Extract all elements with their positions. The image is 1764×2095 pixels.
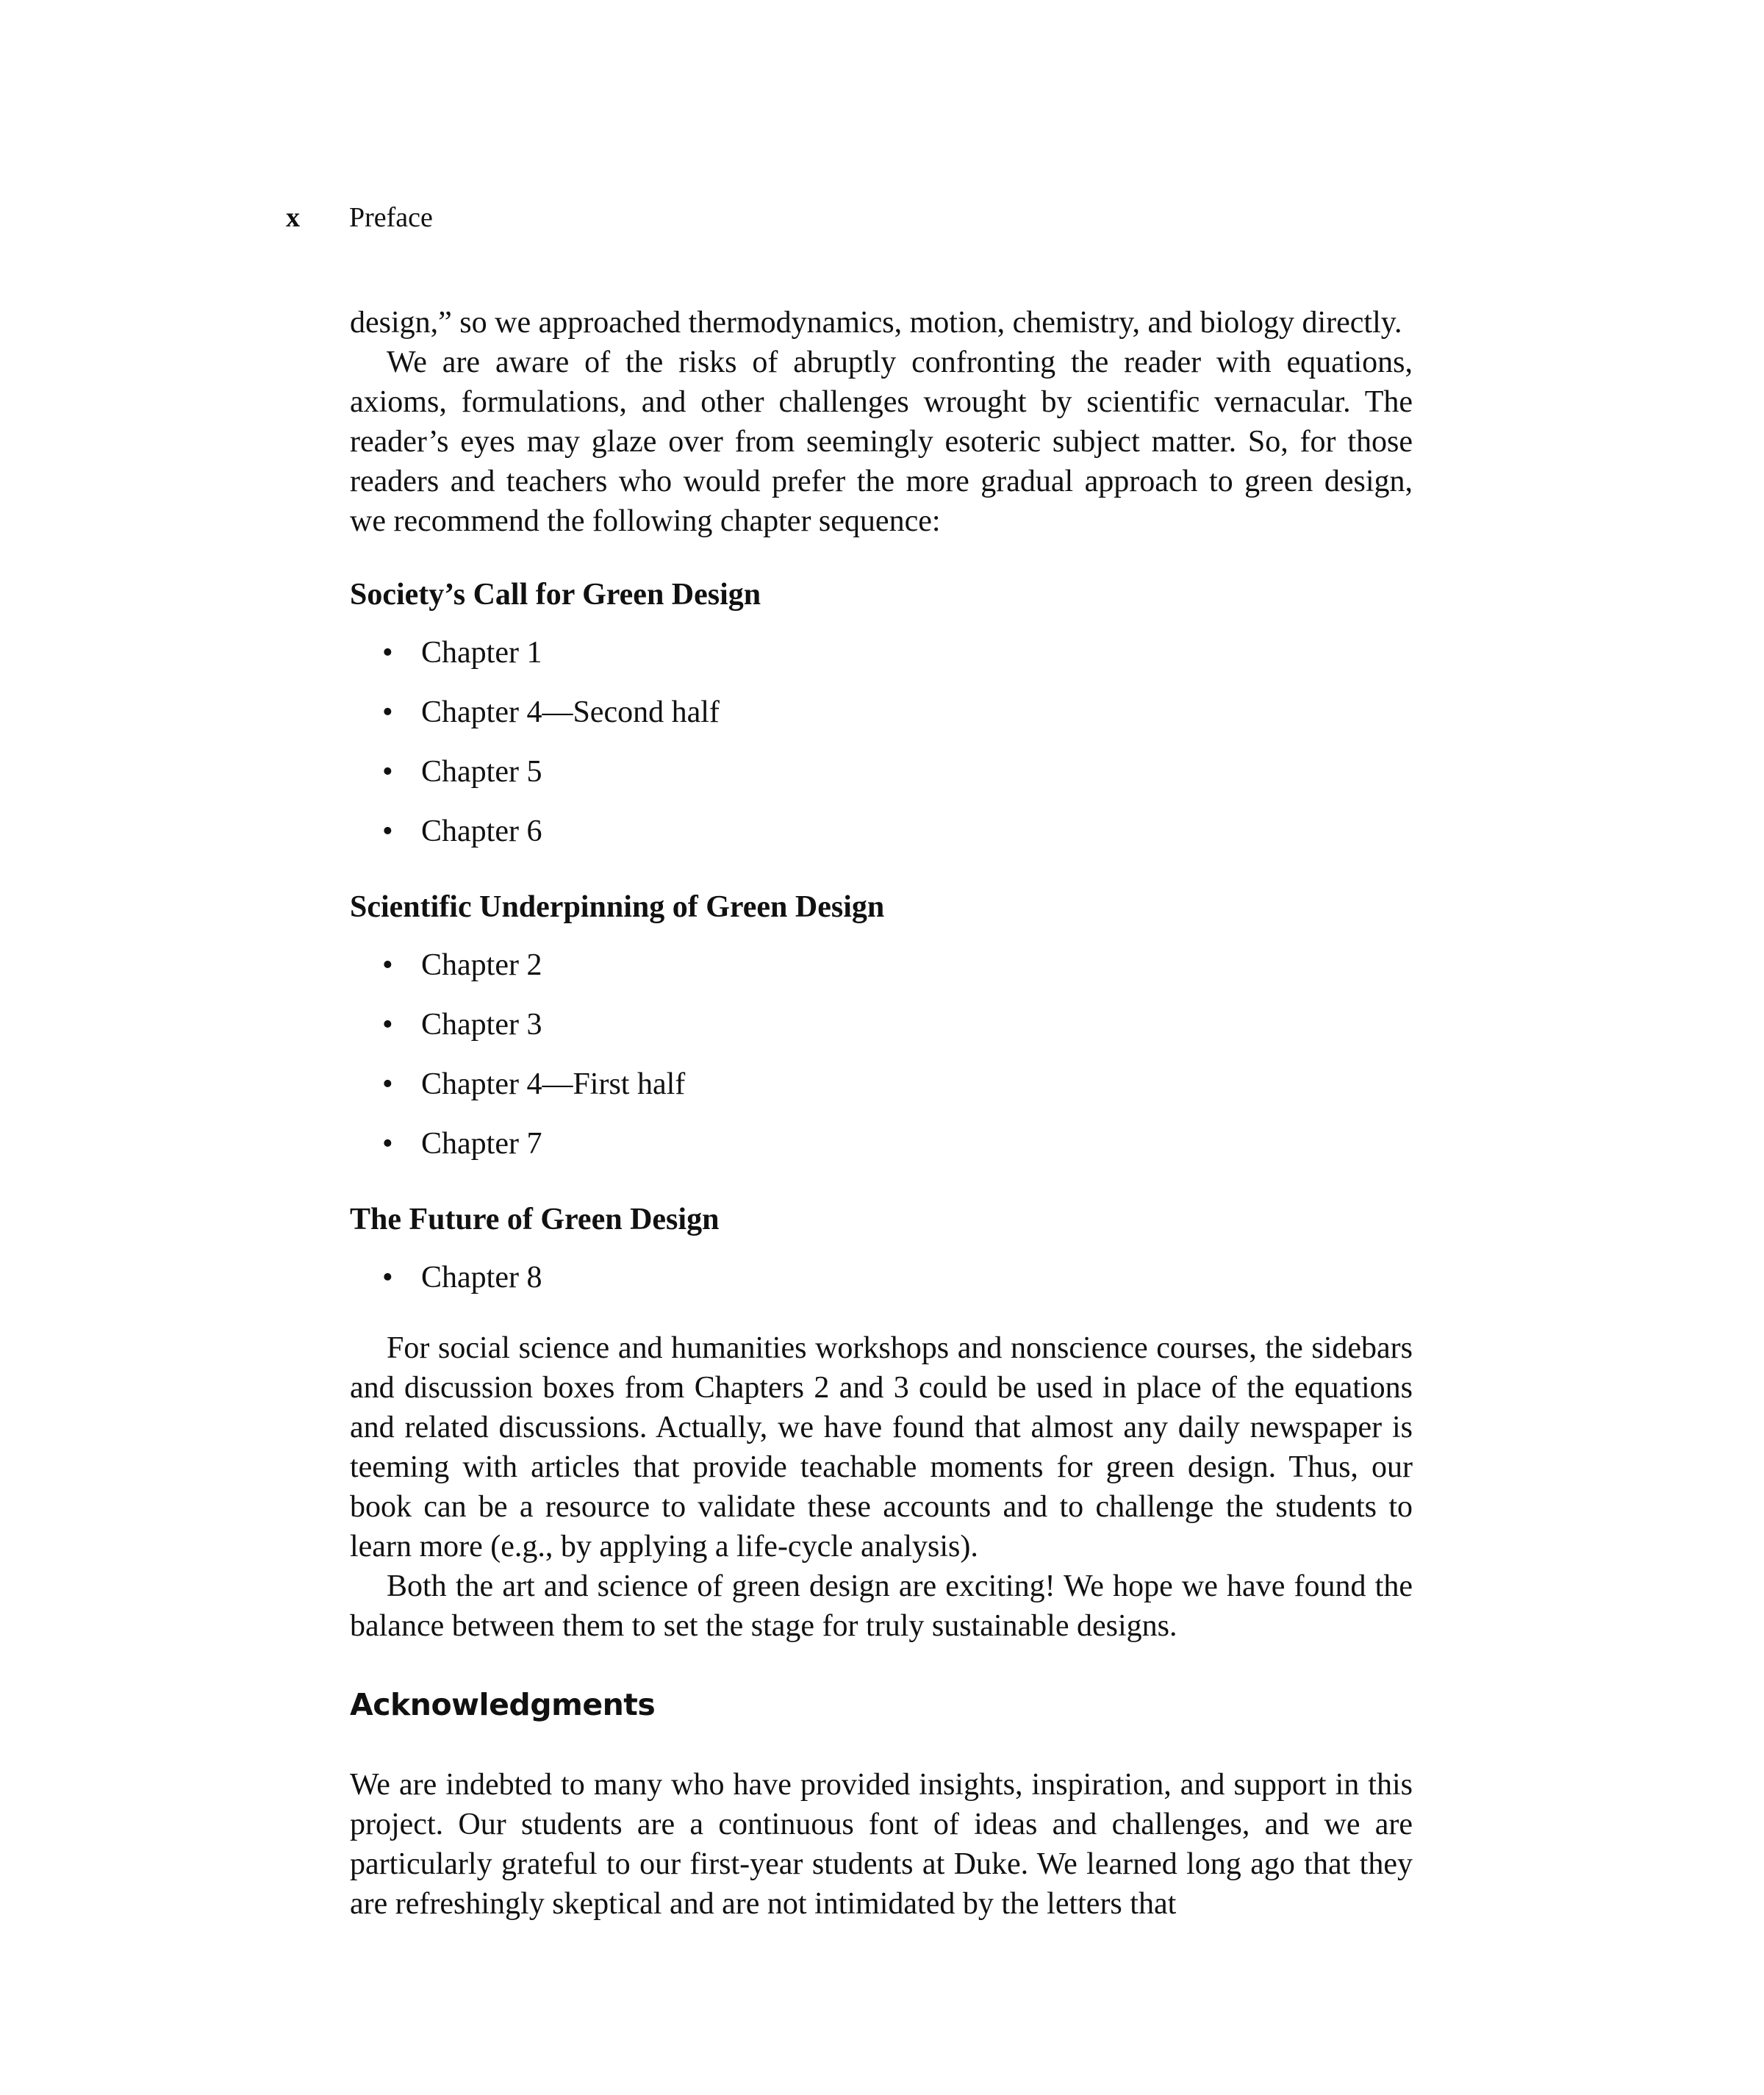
list-item-label: Chapter 8 [421,1261,542,1294]
bullet-icon: • [382,636,393,670]
section-society [350,575,1413,851]
body-text [350,303,1413,1924]
bullet-icon: • [382,814,393,848]
bullet-icon: • [382,755,393,789]
list-item [350,1258,1413,1297]
list-item-label: Chapter 7 [421,1127,542,1161]
section-heading: The Future of Green Design [350,1203,720,1236]
list-item [350,692,1413,732]
list-item-label: Chapter 4—First half [421,1067,686,1101]
list-item [350,752,1413,792]
paragraph-risks: We are aware of the risks of abruptly confronting the reader with equations, axioms, formulations, and other challenges wrought by scientific vernacular. The reader’s eyes may glaze over from seemingly esoteric subject matter. So, for those readers and teachers who would prefer the more gradual approach to green design, we recommend the following chapter sequence: [350,345,1413,538]
list-item [350,633,1413,673]
list-item [350,812,1413,851]
paragraph-social-science: For social science and humanities workshops and nonscience courses, the sidebars and discussion boxes from Chapters 2 and 3 could be used in place of the equations and related discussions. Actually, we have found that almost any daily newspaper is teeming with articles that provide teachable moments for green design. Thus, our book can be a resource to validate these accounts and to challenge the students to learn more (e.g., by applying a life-cycle analysis). [350,1331,1413,1564]
list-item [350,1064,1413,1104]
running-title: Preface [349,202,433,233]
list-item-label: Chapter 6 [421,814,542,848]
bullet-icon: • [382,1008,393,1042]
section-heading: Scientific Underpinning of Green Design [350,890,885,924]
list-item-label: Chapter 2 [421,948,542,982]
list-item [350,1005,1413,1045]
list-item [350,945,1413,985]
section-scientific [350,887,1413,1164]
list-item-label: Chapter 5 [421,755,542,789]
page-number: x [286,202,300,233]
chapter-list [350,633,1413,851]
chapter-list [350,1258,1413,1297]
bullet-icon: • [382,1067,393,1101]
chapter-list [350,945,1413,1164]
bullet-icon: • [382,1127,393,1161]
bullet-icon: • [382,1261,393,1294]
section-future [350,1200,1413,1297]
acknowledgments-heading: Acknowledgments [350,1687,656,1722]
paragraph-acknowledgments: We are indebted to many who have provided insights, inspiration, and support in this project. Our students are a continuous font of ideas and challenges, and we are particularly grateful to our first-year students at Duke. We learned long ago that they are refreshingly skeptical and are not intimidated by the letters that [350,1768,1413,1921]
running-head [286,197,433,238]
list-item-label: Chapter 3 [421,1008,542,1042]
list-item [350,1124,1413,1164]
bullet-icon: • [382,695,393,729]
section-heading: Society’s Call for Green Design [350,578,761,612]
list-item-label: Chapter 4—Second half [421,695,720,729]
paragraph-continued: design,” so we approached thermodynamics, motion, chemistry, and biology directly. [350,306,1402,340]
paragraph-art-and-science: Both the art and science of green design are exciting! We hope we have found the balance between them to set the stage for truly sustainable designs. [350,1569,1413,1643]
list-item-label: Chapter 1 [421,636,542,670]
bullet-icon: • [382,948,393,982]
